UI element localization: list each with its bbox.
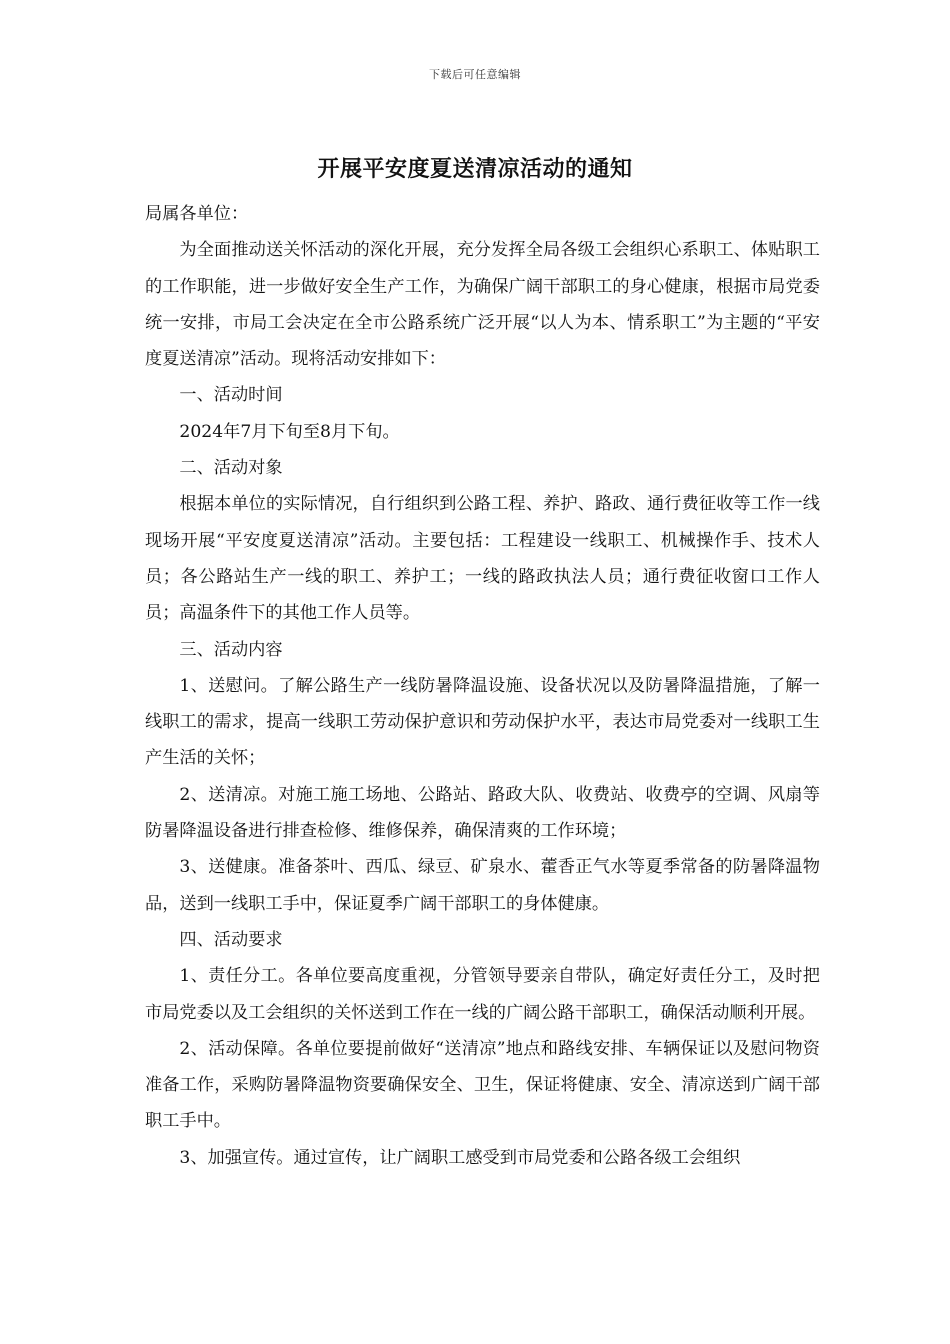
section-heading-content: 三、活动内容 [179,639,283,660]
requirement-item-3: 3、加强宣传。通过宣传，让广阔职工感受到市局党委和公路各级工会组织 [179,1147,741,1168]
requirement-item-1: 1、责任分工。各单位要高度重视，分管领导要亲自带队，确定好责任分工，及时把市局党委以及工会组织的关怀送到工作在一线的广阔公路干部职工，确保活动顺利开展。 [145,966,820,1023]
content-item-2: 2、送清凉。对施工施工场地、公路站、路政大队、收费站、收费亭的空调、风扇等防暑降温设备进行排查检修、维修保养，确保清爽的工作环境； [145,784,820,842]
section-heading-requirements: 四、活动要求 [179,929,283,950]
content-item-1: 1、送慰问。了解公路生产一线防暑降温设施、设备状况以及防暑降温措施，了解一线职工的需求，提高一线职工劳动保护意识和劳动保护水平，表达市局党委对一线职工生产生活的关怀； [145,675,820,769]
document-body [145,196,820,1176]
intro-paragraph: 为全面推动送关怀活动的深化开展，充分发挥全局各级工会组织心系职工、体贴职工的工作职能，进一步做好安全生产工作，为确保广阔干部职工的身心健康，根据市局党委统一安排，市局工会决定在全市公路系统广泛开展“以人为本、情系职工”为主题的“平安度夏送清凉”活动。现将活动安排如下： [145,240,820,370]
requirement-item-2: 2、活动保障。各单位要提前做好“送清凉”地点和路线安排、车辆保证以及慰问物资准备工作，采购防暑降温物资要确保安全、卫生，保证将健康、安全、清凉送到广阔干部职工手中。 [145,1038,820,1132]
salutation: 局属各单位： [145,204,249,224]
header-note: 下载后可任意编辑 [429,68,521,81]
target-paragraph: 根据本单位的实际情况，自行组织到公路工程、养护、路政、通行费征收等工作一线现场开展“平安度夏送清凉”活动。主要包括：工程建设一线职工、机械操作手、技术人员；各公路站生产一线的职工、养护工；一线的路政执法人员；通行费征收窗口工作人员；高温条件下的其他工作人员等。 [145,494,820,624]
section-heading-time: 一、活动时间 [179,385,283,406]
section-heading-target: 二、活动对象 [179,458,283,479]
content-item-3: 3、送健康。准备茶叶、西瓜、绿豆、矿泉水、藿香正气水等夏季常备的防暑降温物品，送到一线职工手中，保证夏季广阔干部职工的身体健康。 [145,857,820,914]
time-paragraph: 2024年7月下旬至8月下旬。 [179,421,400,442]
document-title: 开展平安度夏送清凉活动的通知 [317,156,633,182]
